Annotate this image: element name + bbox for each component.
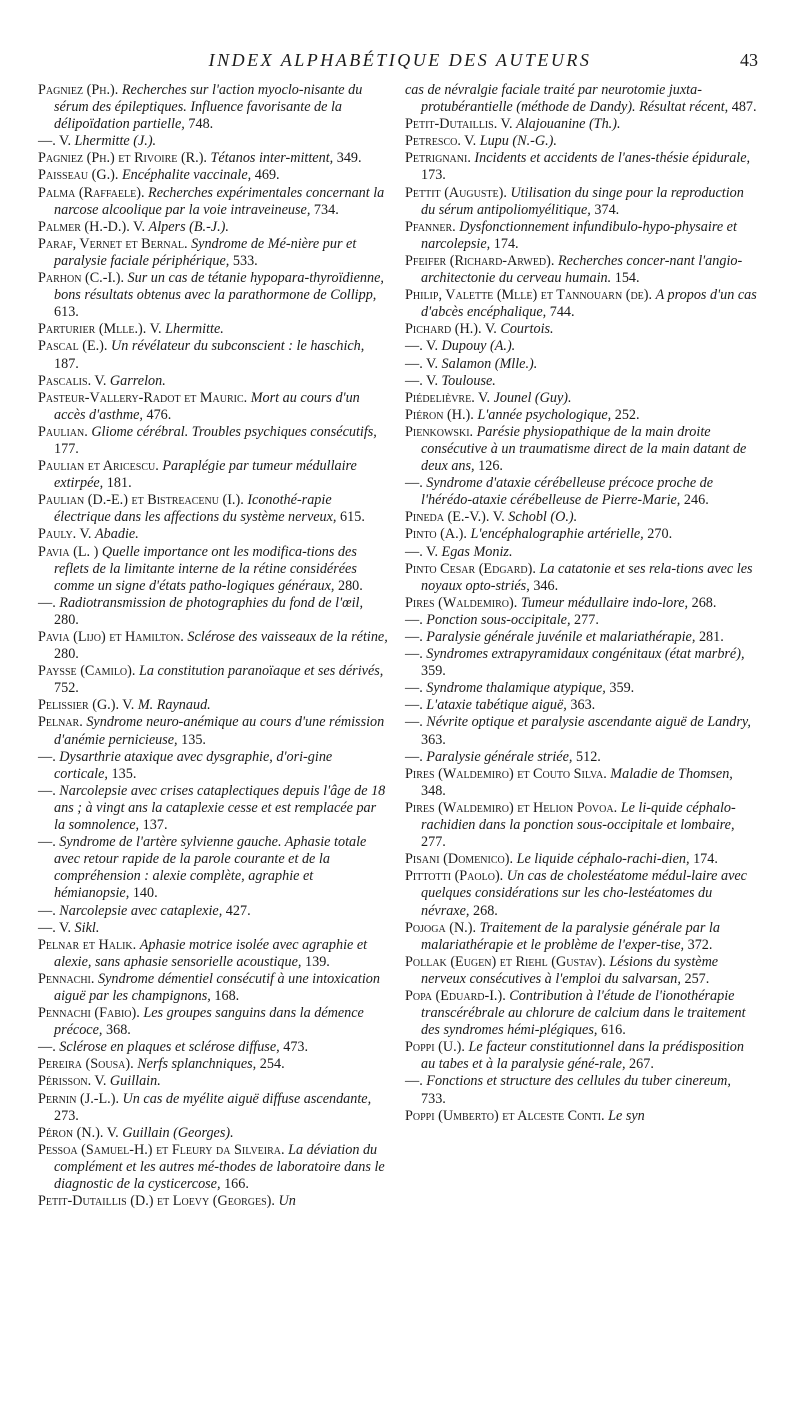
index-entry-page: 174. [693,851,718,868]
index-entry [38,1193,388,1210]
index-entry-author: Pagniez (Ph.) et Rivoire (R.). [38,150,207,167]
index-entry [405,1073,757,1107]
index-entry-page: 363. [570,697,596,714]
index-entry-author: Pfanner. [405,218,456,235]
index-entry [38,270,388,321]
index-entry-title: La déviation du complément et les autres mé-thodes de laboratoire dans le diagnostic de la cysticercose, [54,1141,385,1192]
index-entry-page: 252. [614,406,640,423]
index-entry [38,920,388,937]
index-entry-author: Pires (Waldemiro). [405,594,518,611]
index-entry-page: 277. [421,834,446,851]
index-entry-page: 254. [259,1056,285,1073]
index-entry-title: L'ataxie tabétique aiguë, [426,697,567,714]
index-entry-page: 359. [421,663,446,680]
index-entry-page: 469. [254,167,280,184]
index-entry-author: Pollak (Eugen) et Riehl (Gustav). [405,953,606,970]
index-entry-author: Popa (Eduard-I.). [405,987,506,1004]
index-entry-page: 268. [473,902,498,919]
index-entry [405,612,757,629]
index-entry [405,800,757,851]
index-entry-author: —. [38,834,56,851]
index-entry-author: —. V. [405,543,438,560]
index-entry-title: Syndrome démentiel consécutif à une intoxication aiguë par les champignons, [54,970,380,1004]
index-entry-title: Le facteur constitutionnel dans la prédisposition au tabes et à la paralysie géné-rale, [421,1039,744,1073]
index-entry [38,373,388,390]
index-entry [38,219,388,236]
index-entry-title: Lupu (N.-G.). [479,133,557,150]
index-entry-title: Dupouy (A.). [441,338,516,355]
index-entry-page: 346. [533,577,559,594]
index-entry-author: Paisseau (G.). [38,167,119,184]
index-entry-page: 168. [214,987,240,1004]
index-entry-page: 512. [576,748,601,765]
index-entry-title: Le syn [608,1107,645,1124]
index-entry-title: Incidents et accidents de l'anes-thésie épidurale, [474,150,751,167]
index-entry [38,167,388,184]
index-entry-page: 246. [683,492,709,509]
index-entry-author: Pires (Waldemiro) et Helion Povoa. [405,799,618,816]
index-entry-page: 257. [684,970,710,987]
index-entry-page: 177. [54,440,79,457]
index-entry [405,82,757,116]
index-entry [38,783,388,834]
index-entry-title: Abadie. [95,526,139,543]
index-entry-title: Encéphalite vaccinale, [122,167,252,184]
index-entry-page: 615. [340,509,365,526]
index-entry-author: Petrignani. [405,150,471,167]
index-entry-author: Petresco. V. [405,133,477,150]
index-entry-title: Syndrome thalamique atypique, [426,680,606,697]
index-entry-author: —. [405,646,423,663]
index-entry-title: Tétanos inter-mittent, [210,150,334,167]
index-entry [38,321,388,338]
index-entry [38,1142,388,1193]
index-entry-title: Les groupes sanguins dans la démence précoce, [54,1005,364,1039]
index-entry-title: Syndromes extrapyramidaux congénitaux (état marbré), [426,646,745,663]
index-entry-page: 476. [146,406,172,423]
index-entry-author: Pernin (J.-L.). [38,1090,119,1107]
index-entry-page: 487. [731,99,757,116]
index-entry-author: Péron (N.). V. [38,1124,119,1141]
index-entry-page: 363. [421,731,446,748]
index-entry-author: Pojoga (N.). [405,919,477,936]
index-entry [405,920,757,954]
index-entry-author: —. [38,594,56,611]
index-entry-author: —. [38,782,56,799]
index-entry-title: cas de névralgie faciale traité par neurotomie juxta-protubérantielle (méthode de Dandy). Résultat récent, [405,82,729,116]
index-entry [405,116,757,133]
index-entry-author: Pessoa (Samuel-H.) et Fleury da Silveira. [38,1141,285,1158]
index-entry [405,526,757,543]
index-entry [405,219,757,253]
index-entry-title: Iconothé-rapie électrique dans les affections du système nerveux, [54,492,337,526]
index-entry-title: Un [278,1193,296,1210]
index-entry-page: 744. [549,304,575,321]
index-entry-author: Pichard (H.). V. [405,321,497,338]
index-entry [405,646,757,680]
index-entry-author: Poppi (U.). [405,1039,465,1056]
index-entry [405,338,757,355]
index-entry-title: Guillain. [109,1073,161,1090]
index-entry-page: 267. [629,1056,654,1073]
index-entry [405,954,757,988]
index-entry-author: Paulian. [38,423,88,440]
index-entry-title: Paraplégie par tumeur médullaire extirpée, [54,458,357,492]
index-entry [405,133,757,150]
index-entry-title: Parésie physiopathique de la main droite consécutive à un traumatisme direct de la main datant de deux ans, [421,423,747,475]
index-entry-title: Dysfonctionnement infundibulo-hypo-physaire et narcolepsie, [421,218,737,252]
index-entry-author: —. [405,748,423,765]
index-entry-title: Schobl (O.). [508,509,578,526]
index-entry-author: Pelnar et Halik. [38,936,137,953]
index-entry-page: 349. [336,150,362,167]
index-entry-author: —. [405,629,423,645]
index-entry-author: Pereira (Sousa). [38,1056,134,1073]
index-entry-title: Guillain (Georges). [122,1124,234,1141]
index-entry-page: 348. [421,782,446,799]
index-entry [38,185,388,219]
index-entry-author: Pinto (A.). [405,526,467,543]
index-entry-title: La constitution paranoïaque et ses dérivés, [138,663,384,680]
index-entry-author: Palma (Raffaele). [38,184,145,201]
index-entry-page: 181. [106,475,132,492]
index-entry-title: Utilisation du singe pour la reproduction du sérum antipoliomyélitique, [421,184,744,218]
index-entry-title: M. Raynaud. [137,697,211,714]
index-entry-title: Traitement de la paralysie générale par la malariathérapie et le problème de l'exper-tise, [421,919,720,953]
index-entry [38,236,388,270]
index-entry-author: —. [405,611,423,628]
index-entry-title: Sclérose des vaisseaux de la rétine, [187,629,388,645]
index-entry-title: Un révélateur du subconscient : le haschich, [110,338,365,355]
index-entry [405,680,757,697]
index-entry-title: Lhermitte. [165,321,224,338]
index-entry [38,1073,388,1090]
index-entry-author: —. [38,1039,56,1056]
index-entry-author: Pennachi. [38,970,95,987]
index-entry-author: Petit-Dutaillis (D.) et Loevy (Georges). [38,1193,275,1210]
index-entry-page: 533. [232,252,258,269]
index-entry [38,749,388,783]
index-entry-title: Le li-quide céphalo-rachidien dans la ponction sous-occipitale et lombaire, [421,799,736,834]
index-entry-page: 187. [54,355,79,372]
index-entry-author: Pettit (Auguste). [405,184,507,201]
index-entry [38,1125,388,1142]
index-entry [405,373,757,390]
left-column [38,82,388,1210]
index-entry-title: Névrite optique et paralysie ascendante aiguë de Landry, [426,714,751,731]
index-entry [405,749,757,766]
index-entry [38,697,388,714]
index-entry-author: Pascal (E.). [38,338,108,355]
index-entry-page: 268. [691,594,717,611]
index-entry-title: L'année psychologique, [477,406,612,423]
index-entry-author: Philip, Valette (Mlle) et Tannouarn (de). [405,287,653,304]
index-entry-author: —. [405,475,423,492]
index-entry-author: Pienkowski. [405,423,474,440]
index-entry [38,338,388,372]
index-entry-author: Paraf, Vernet et Bernal. [38,235,188,252]
index-entry [405,475,757,509]
index-entry-author: Pavia (Lijo) et Hamilton. [38,629,184,645]
index-entry [38,1005,388,1039]
index-entry-title: Sikl. [74,919,100,936]
index-entry-title: Contribution à l'étude de l'ionothérapie transcérébrale au chlorure de calcium dans le traitement des syndromes hémi-plégiques, [421,987,746,1039]
index-entry-page: 139. [305,953,330,970]
index-entry-title: Lésions du système nerveux consécutives à l'emploi du salvarsan, [421,953,719,987]
index-entry-title: Tumeur médullaire indo-lore, [520,594,689,611]
index-entry [38,424,388,458]
index-entry [405,629,757,646]
index-entry-author: —. [38,748,56,765]
index-entry-author: Pavia (L. ) [38,543,99,560]
index-entry-page: 270. [647,526,673,543]
index-entry-author: Pasteur-Vallery-Radot et Mauric. [38,389,248,406]
index-entry-author: Parturier (Mlle.). V. [38,321,162,338]
right-column [405,82,757,1125]
index-entry-author: Pires (Waldemiro) et Couto Silva. [405,765,607,782]
index-entry-author: Pittotti (Paolo). [405,868,504,885]
index-entry [405,561,757,595]
index-entry [405,287,757,321]
index-entry-page: 277. [574,611,599,628]
index-entry [405,424,757,475]
index-entry-page: 372. [687,936,713,953]
index-entry-title: La catatonie et ses rela-tions avec les noyaux opto-striés, [421,560,753,594]
index-entry-page: 280. [337,577,363,594]
index-entry [38,595,388,629]
index-entry-title: Alpers (B.-J.). [148,218,229,235]
index-entry [405,356,757,373]
index-entry-page: 734. [313,201,339,218]
index-entry-title: Recherches expérimentales concernant la narcose alcoolique par la voie intraveineuse, [54,184,385,218]
index-entry-title: Toulouse. [441,372,496,389]
index-entry [38,903,388,920]
index-entry-page: 473. [283,1039,309,1056]
index-entry-page: 137. [142,817,168,834]
index-entry-author: —. [405,697,423,714]
index-entry-page: 135. [181,731,206,748]
running-title: INDEX ALPHABÉTIQUE DES AUTEURS [208,50,592,70]
index-entry [38,834,388,902]
index-entry [405,1108,757,1125]
index-entry-page: 374. [594,201,620,218]
index-entry [38,971,388,1005]
index-entry-author: —. V. [38,133,71,150]
index-entry-page: 280. [54,611,79,628]
index-entry-title: Sclérose en plaques et sclérose diffuse, [59,1039,280,1056]
index-entry [38,150,388,167]
index-entry [38,1056,388,1073]
index-entry-title: Fonctions et structure des cellules du tuber cinereum, [426,1073,731,1090]
index-entry-author: —. V. [405,338,438,355]
index-entry-title: L'encéphalographie artérielle, [470,526,644,543]
index-entry-author: Poppi (Umberto) et Alceste Conti. [405,1107,605,1124]
index-entry [405,321,757,338]
index-entry-title: Sur un cas de tétanie hypopara-thyroïdienne, bons résultats obtenus avec la parathormone de Collipp, [54,270,384,304]
index-entry-title: Syndrome de Mé-nière pur et paralysie faciale périphérique, [54,235,357,269]
index-entry-page: 173. [421,167,446,184]
index-entry-page: 140. [132,885,158,902]
index-entry [405,185,757,219]
index-entry-author: Pfeifer (Richard-Arwed). [405,252,555,269]
index-entry-title: Dysarthrie ataxique avec dysgraphie, d'ori-gine corticale, [54,748,333,782]
index-entry-title: Syndrome d'ataxie cérébelleuse précoce proche de l'hérédo-ataxie cérébelleuse de Pierre-Marie, [421,475,714,509]
index-entry-title: Egas Moniz. [441,543,513,560]
index-entry-author: —. [405,680,423,697]
index-entry-title: Syndrome de l'artère sylvienne gauche. Aphasie totale avec retour rapide de la parole courante et de la compréhension : alexie complète, agraphie et hémianopsie, [54,834,367,902]
index-entry-page: 281. [698,629,724,645]
index-entry [405,988,757,1039]
index-entry-author: Piédelièvre. V. [405,389,491,406]
index-entry-page: 126. [478,458,503,475]
index-entry [38,390,388,424]
index-entry-page: 273. [54,1107,79,1124]
index-entry [38,82,388,133]
index-entry-title: Lhermitte (J.). [74,133,157,150]
index-entry-author: Pagniez (Ph.). [38,82,119,98]
index-entry-page: 748. [188,116,214,133]
index-entry [38,544,388,595]
index-entry-author: —. [38,902,56,919]
index-entry-page: 427. [225,902,251,919]
index-entry-author: Pelissier (G.). V. [38,697,135,714]
index-entry [405,851,757,868]
index-entry-title: Radiotransmission de photographies du fond de l'œil, [59,594,364,611]
index-entry-title: Ponction sous-occipitale, [426,611,571,628]
index-entry-title: Gliome cérébral. Troubles psychiques consécutifs, [91,423,377,440]
index-entry-page: 135. [111,765,137,782]
index-entry-title: Mort au cours d'un accès d'asthme, [54,389,360,423]
index-entry-author: Palmer (H.-D.). V. [38,218,145,235]
index-entry-title: Garrelon. [109,372,166,389]
index-entry [405,1039,757,1073]
index-entry-title: Aphasie motrice isolée avec agraphie et alexie, sans aphasie sensorielle acoustique, [54,936,368,970]
index-entry [405,253,757,287]
index-entry-page: 174. [493,235,519,252]
index-entry-title: Paralysie générale striée, [426,748,573,765]
index-entry [405,766,757,800]
index-entry-page: 733. [421,1090,446,1107]
index-entry-title: Le liquide céphalo-rachi-dien, [516,851,690,868]
index-entry-title: Quelle importance ont les modifica-tions des reflets de la limitante interne de la rétine considérées comme un signe d'états patho-logiques généraux, [54,543,357,594]
index-entry-title: Courtois. [500,321,554,338]
index-entry-author: Pinto Cesar (Edgard). [405,560,536,577]
index-entry-author: Pascalis. V. [38,372,107,389]
index-entry-title: A propos d'un cas d'abcès encéphalique, [421,287,757,321]
index-entry-title: Recherches sur l'action myoclo-nisante du sérum des épileptiques. Influence favorisante de la délipoïdation partielle, [54,82,363,133]
index-entry-author: —. [405,714,423,731]
index-entry-author: Paulian (D.-E.) et Bistreacenu (I.). [38,492,244,509]
index-entry [405,544,757,561]
index-entry [38,526,388,543]
index-entry-author: —. V. [405,355,438,372]
index-entry [38,458,388,492]
index-entry-author: Parhon (C.-I.). [38,270,124,287]
index-entry-title: Recherches concer-nant l'angio-architectonie du cerveau humain. [421,252,743,287]
index-entry-author: Paulian et Aricescu. [38,458,159,475]
index-entry [38,937,388,971]
index-entry-author: Piéron (H.). [405,406,474,423]
index-entry-title: Alajouanine (Th.). [516,116,621,133]
index-entry [405,509,757,526]
index-entry-title: Maladie de Thomsen, [610,765,733,782]
index-entry-title: Salamon (Mlle.). [441,355,538,372]
index-entry [38,714,388,748]
index-entry-author: Pisani (Domenico). [405,851,514,868]
index-entry [405,595,757,612]
index-entry [38,1039,388,1056]
index-entry [405,868,757,919]
page-number: 43 [740,50,758,70]
index-entry [38,492,388,526]
index-entry-page: 752. [54,680,79,697]
index-entry-title: Jounel (Guy). [493,389,572,406]
index-entry [38,663,388,697]
index-entry-author: —. V. [405,372,438,389]
index-entry-title: Syndrome neuro-anémique au cours d'une rémission d'anémie pernicieuse, [54,714,385,748]
index-entry [405,697,757,714]
index-entry-title: Un cas de myélite aiguë diffuse ascendante, [122,1090,372,1107]
index-entry-title: Nerfs splanchniques, [137,1056,257,1073]
index-entry-title: Narcolepsie avec crises cataplectiques depuis l'âge de 18 ans ; à vingt ans la cataplexie cesse et est remplacée par la somnolence, [54,782,386,834]
index-entry-author: —. V. [38,919,71,936]
index-entry [405,407,757,424]
index-entry [38,629,388,663]
index-entry-page: 154. [614,270,640,287]
index-entry [38,1091,388,1125]
index-entry-author: Pineda (E.-V.). V. [405,509,505,526]
index-entry-author: Pauly. V. [38,526,92,543]
index-entry-page: 359. [609,680,635,697]
index-entry [405,714,757,748]
index-entry [38,133,388,150]
index-entry [405,390,757,407]
index-entry-page: 368. [106,1022,131,1039]
index-entry-page: 280. [54,646,79,663]
index-entry-title: Paralysie générale juvénile et malariathérapie, [426,629,696,645]
index-entry-author: Paysse (Camilo). [38,663,136,680]
index-entry-author: Petit-Dutaillis. V. [405,116,513,133]
index-entry-author: Périsson. V. [38,1073,107,1090]
index-entry-title: Un cas de cholestéatome médul-laire avec quelques considérations sur les cho-lestéatomes du névraxe, [421,868,747,919]
index-entry-author: Pennachi (Fabio). [38,1005,140,1022]
index-entry-page: 166. [224,1176,249,1192]
index-entry-title: Narcolepsie avec cataplexie, [59,902,223,919]
index-entry [405,150,757,184]
index-entry-author: Pelnar. [38,714,83,731]
index-entry-author: —. [405,1073,423,1090]
index-entry-page: 616. [600,1022,626,1039]
index-entry-page: 613. [54,304,79,321]
